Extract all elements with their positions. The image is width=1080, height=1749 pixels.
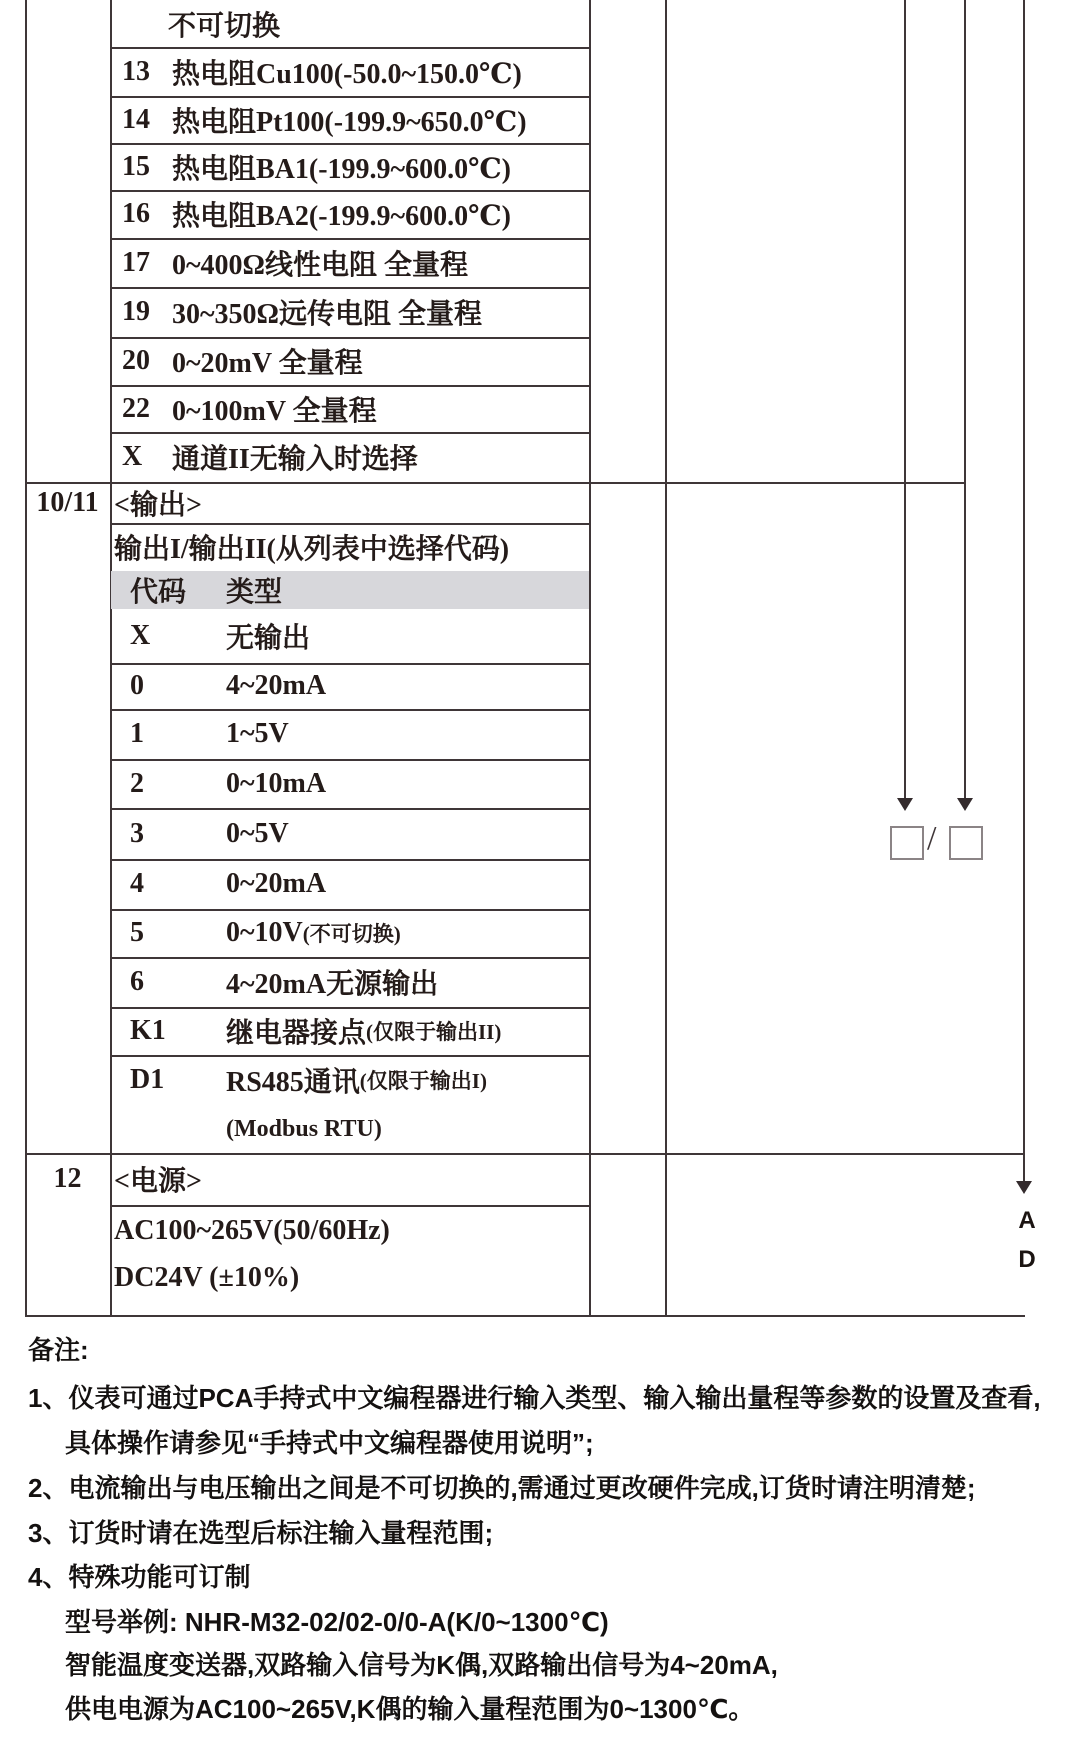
input-row — [110, 385, 588, 432]
output-code: 6 — [130, 966, 144, 997]
output-code: D1 — [130, 1064, 165, 1095]
column-divider-content — [589, 0, 591, 1317]
input-label: 热电阻BA2(-199.9~600.0℃) — [172, 201, 511, 232]
input-label: 0~100mV 全量程 — [172, 395, 377, 427]
table-border-bottom — [25, 1315, 1025, 1317]
column-divider-right — [665, 0, 667, 1317]
note-model-example: 型号举例: NHR-M32-02/02-0/0-A(K/0~1300℃) — [65, 1606, 609, 1637]
output-type: 无输出 — [226, 623, 311, 654]
input-row — [110, 287, 588, 337]
leader-line-output2 — [964, 0, 966, 799]
output-row — [110, 1055, 588, 1105]
output-code: 0 — [130, 670, 144, 701]
output-row-extra: (Modbus RTU) — [226, 1115, 382, 1142]
output-type: RS485通讯 — [226, 1067, 360, 1098]
output-row — [110, 957, 588, 1007]
output-section-subtitle: 输出I/输出II(从列表中选择代码) — [114, 534, 510, 565]
input-code: 15 — [122, 150, 150, 182]
input-code: 13 — [122, 55, 150, 87]
output-type: 0~20mA — [226, 868, 327, 899]
note-line: 智能温度变送器,双路输入信号为K偶,双路输出信号为4~20mA, — [65, 1649, 778, 1680]
input-code: 22 — [122, 392, 150, 424]
input-label: 热电阻Cu100(-50.0~150.0℃) — [172, 58, 522, 90]
output-row — [110, 1007, 588, 1055]
power-line-ac: AC100~265V(50/60Hz) — [114, 1215, 390, 1246]
output-row — [110, 859, 588, 909]
box-separator-slash: / — [927, 820, 937, 857]
output-code: 1 — [130, 718, 144, 749]
power-line-dc: DC24V (±10%) — [114, 1262, 300, 1293]
input-label: 30~350Ω远传电阻 全量程 — [172, 299, 482, 330]
output-section-title: <输出> — [114, 489, 202, 521]
note-line: 3、订货时请在选型后标注输入量程范围; — [28, 1517, 494, 1548]
input-code: 20 — [122, 345, 150, 376]
output-header-code: 代码 — [130, 577, 187, 608]
input-label: 通道II无输入时选择 — [172, 444, 418, 475]
input-row — [110, 337, 588, 385]
row-number-power: 12 — [53, 1163, 82, 1194]
input-carryover-label: 不可切换 — [168, 10, 281, 42]
input-label: 0~20mV 全量程 — [172, 348, 363, 379]
input-code: 14 — [122, 103, 150, 135]
output-header-type: 类型 — [226, 577, 283, 608]
output-row — [110, 808, 588, 859]
output-type: 0~5V — [226, 817, 289, 849]
input-code: X — [122, 441, 143, 472]
output-type: 继电器接点 — [226, 1018, 367, 1049]
output-code: 4 — [130, 868, 144, 899]
input-row — [110, 238, 588, 287]
output-row — [110, 663, 588, 709]
output-note: (仅限于输出II) — [366, 1020, 502, 1044]
output-code: X — [130, 620, 151, 651]
input-row — [110, 143, 588, 190]
note-line: 4、特殊功能可订制 — [28, 1561, 251, 1592]
note-line: 供电电源为AC100~265V,K偶的输入量程范围为0~1300℃。 — [65, 1693, 755, 1724]
output-code: 5 — [130, 917, 144, 948]
input-code: 17 — [122, 246, 150, 278]
input-code: 19 — [122, 296, 150, 327]
input-label: 热电阻BA1(-199.9~600.0℃) — [172, 153, 511, 185]
input-code: 16 — [122, 198, 150, 229]
arrow-down-icon — [897, 798, 913, 811]
leader-line-power — [1023, 0, 1025, 1182]
input-row — [110, 96, 588, 143]
output-row — [110, 609, 588, 663]
output-type: 0~10V — [226, 917, 303, 948]
output-code: 2 — [130, 767, 144, 799]
leader-line-output1 — [904, 0, 906, 799]
output-type: 0~10mA — [226, 767, 327, 799]
power-code-a: A — [1018, 1207, 1036, 1234]
input-row — [110, 47, 588, 96]
output-row — [110, 709, 588, 759]
input-label: 热电阻Pt100(-199.9~650.0℃) — [172, 106, 527, 138]
input-label: 0~400Ω线性电阻 全量程 — [172, 249, 468, 281]
table-border-left — [25, 0, 27, 1317]
note-line: 2、电流输出与电压输出之间是不可切换的,需通过更改硬件完成,订货时请注明清楚; — [28, 1472, 976, 1503]
arrow-down-icon — [957, 798, 973, 811]
output-code: K1 — [130, 1015, 166, 1046]
note-line: 1、仪表可通过PCA手持式中文编程器进行输入类型、输入输出量程等参数的设置及查看, — [28, 1382, 1041, 1413]
arrow-down-icon — [1016, 1181, 1032, 1194]
output-code: 3 — [130, 817, 144, 849]
output-type: 4~20mA无源输出 — [226, 969, 439, 1000]
note-line: 具体操作请参见“手持式中文编程器使用说明”; — [65, 1427, 594, 1458]
output-row — [110, 759, 588, 808]
power-code-d: D — [1018, 1246, 1036, 1273]
output-note: (不可切换) — [302, 922, 401, 946]
output-type: 4~20mA — [226, 670, 327, 701]
output1-code-box — [890, 826, 924, 860]
power-section-title: <电源> — [114, 1166, 202, 1197]
notes-title: 备注: — [28, 1334, 89, 1365]
output-note: (仅限于输出I) — [359, 1069, 487, 1093]
input-row — [110, 190, 588, 238]
output2-code-box — [949, 826, 983, 860]
output-row — [110, 909, 588, 957]
input-row — [110, 432, 588, 482]
output-type: 1~5V — [226, 718, 289, 749]
row-number-output: 10/11 — [36, 486, 99, 518]
output-header-row — [110, 571, 588, 609]
